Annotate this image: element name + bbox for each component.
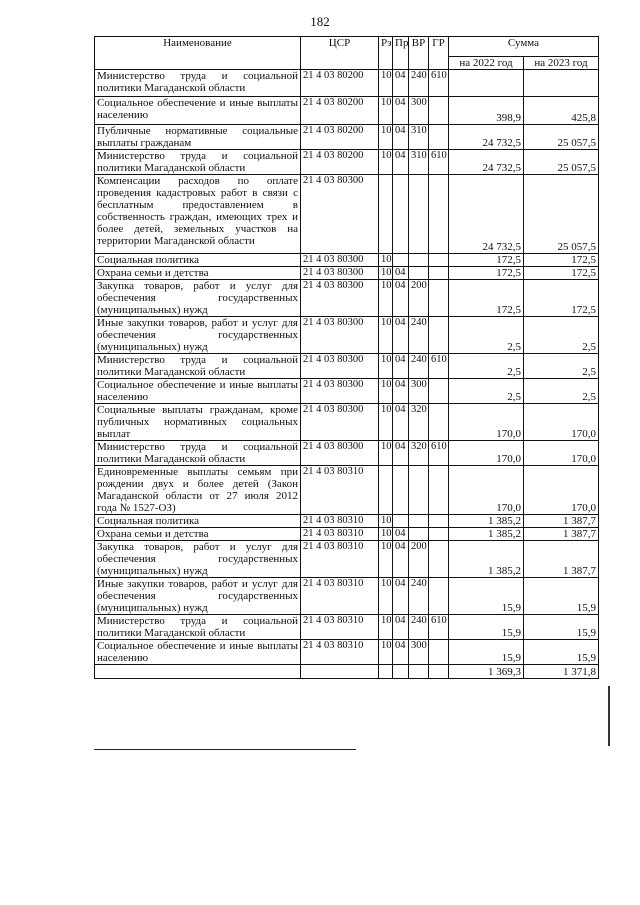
table-row	[95, 150, 599, 175]
row-sum-2023: 15,9	[524, 615, 599, 640]
row-sum-2023: 25 057,5	[524, 175, 599, 254]
row-sum-2023: 15,9	[524, 578, 599, 615]
row-csr: 21 4 03 80300	[301, 441, 379, 466]
row-vr: 240	[409, 354, 429, 379]
table-row	[95, 175, 599, 254]
row-name: Министерство труда и социальной политики Магаданской области	[95, 354, 301, 379]
row-name: Министерство труда и социальной политики Магаданской области	[95, 441, 301, 466]
row-gr: 610	[429, 150, 449, 175]
row-sum-2022: 2,5	[449, 317, 524, 354]
header-gr: ГР	[429, 37, 449, 70]
row-gr: 610	[429, 70, 449, 97]
row-name: Иные закупки товаров, работ и услуг для обеспечения государственных (муниципальных) нужд	[95, 317, 301, 354]
row-sum-2022: 398,9	[449, 97, 524, 125]
row-sum-2022: 1 385,2	[449, 515, 524, 528]
table-row	[95, 379, 599, 404]
row-csr: 21 4 03 80300	[301, 354, 379, 379]
row-name: Компенсации расходов по оплате проведения кадастровых работ в связи с бесплатным предоставлением в собственность граждан, имеющих трех и более детей, земельных участков на территории Магаданской области	[95, 175, 301, 254]
row-sum-2023: 170,0	[524, 404, 599, 441]
row-sum-2023: 172,5	[524, 254, 599, 267]
row-gr	[429, 280, 449, 317]
row-sum-2022: 170,0	[449, 441, 524, 466]
row-sum-2022: 2,5	[449, 354, 524, 379]
row-pr: 04	[393, 354, 409, 379]
row-sum-2022: 1 385,2	[449, 528, 524, 541]
table-row	[95, 254, 599, 267]
row-name: Министерство труда и социальной политики Магаданской области	[95, 150, 301, 175]
row-pr: 04	[393, 578, 409, 615]
row-gr	[429, 541, 449, 578]
row-sum-2022: 15,9	[449, 615, 524, 640]
row-vr	[409, 515, 429, 528]
row-vr: 240	[409, 317, 429, 354]
header-csr: ЦСР	[301, 37, 379, 70]
row-sum-2023: 2,5	[524, 317, 599, 354]
row-pr: 04	[393, 615, 409, 640]
row-vr: 200	[409, 541, 429, 578]
row-name: Иные закупки товаров, работ и услуг для обеспечения государственных (муниципальных) нужд	[95, 578, 301, 615]
row-gr	[429, 528, 449, 541]
row-sum-2022: 170,0	[449, 466, 524, 515]
row-gr	[429, 175, 449, 254]
row-sum-2023: 170,0	[524, 441, 599, 466]
row-rz: 10	[379, 379, 393, 404]
row-vr: 310	[409, 150, 429, 175]
row-rz	[379, 665, 393, 679]
row-rz: 10	[379, 267, 393, 280]
row-sum-2023: 2,5	[524, 379, 599, 404]
row-vr: 240	[409, 70, 429, 97]
row-pr: 04	[393, 528, 409, 541]
row-csr: 21 4 03 80310	[301, 541, 379, 578]
row-sum-2022: 24 732,5	[449, 125, 524, 150]
row-csr	[301, 665, 379, 679]
row-sum-2022: 172,5	[449, 267, 524, 280]
row-gr: 610	[429, 615, 449, 640]
table-row	[95, 280, 599, 317]
row-vr: 320	[409, 441, 429, 466]
row-sum-2022: 1 369,3	[449, 665, 524, 679]
row-name	[95, 665, 301, 679]
row-sum-2023: 1 387,7	[524, 528, 599, 541]
row-csr: 21 4 03 80310	[301, 615, 379, 640]
row-vr: 240	[409, 578, 429, 615]
row-vr	[409, 175, 429, 254]
row-vr	[409, 528, 429, 541]
row-pr	[393, 175, 409, 254]
row-csr: 21 4 03 80300	[301, 317, 379, 354]
row-rz: 10	[379, 404, 393, 441]
row-gr	[429, 665, 449, 679]
table-row	[95, 441, 599, 466]
row-sum-2023: 425,8	[524, 97, 599, 125]
row-pr	[393, 515, 409, 528]
row-sum-2022: 2,5	[449, 379, 524, 404]
table-row	[95, 70, 599, 97]
row-sum-2022: 15,9	[449, 578, 524, 615]
row-sum-2022: 172,5	[449, 254, 524, 267]
row-pr: 04	[393, 541, 409, 578]
row-gr	[429, 640, 449, 665]
row-vr: 300	[409, 97, 429, 125]
row-gr	[429, 404, 449, 441]
row-name: Социальное обеспечение и иные выплаты населению	[95, 97, 301, 125]
row-pr: 04	[393, 404, 409, 441]
table-row	[95, 640, 599, 665]
row-gr	[429, 97, 449, 125]
row-sum-2023: 172,5	[524, 267, 599, 280]
table-row	[95, 541, 599, 578]
header-year-2022: на 2022 год	[449, 57, 524, 70]
budget-table	[94, 36, 599, 679]
row-sum-2022: 24 732,5	[449, 150, 524, 175]
header-pr: Пр	[393, 37, 409, 70]
row-pr: 04	[393, 70, 409, 97]
row-csr: 21 4 03 80300	[301, 254, 379, 267]
row-csr: 21 4 03 80310	[301, 466, 379, 515]
row-csr: 21 4 03 80300	[301, 404, 379, 441]
row-pr: 04	[393, 97, 409, 125]
row-vr: 200	[409, 280, 429, 317]
row-rz: 10	[379, 578, 393, 615]
row-sum-2022	[449, 70, 524, 97]
row-name: Социальное обеспечение и иные выплаты населению	[95, 379, 301, 404]
row-rz: 10	[379, 280, 393, 317]
row-vr	[409, 267, 429, 280]
row-csr: 21 4 03 80300	[301, 280, 379, 317]
row-vr: 240	[409, 615, 429, 640]
row-name: Министерство труда и социальной политики Магаданской области	[95, 70, 301, 97]
row-rz: 10	[379, 441, 393, 466]
row-rz: 10	[379, 150, 393, 175]
row-gr	[429, 254, 449, 267]
row-vr: 300	[409, 379, 429, 404]
edge-mark	[608, 686, 610, 746]
table-row	[95, 528, 599, 541]
row-sum-2023: 15,9	[524, 640, 599, 665]
row-vr	[409, 665, 429, 679]
row-pr: 04	[393, 280, 409, 317]
row-vr	[409, 466, 429, 515]
row-csr: 21 4 03 80300	[301, 379, 379, 404]
row-sum-2023: 1 371,8	[524, 665, 599, 679]
row-name: Министерство труда и социальной политики Магаданской области	[95, 615, 301, 640]
table-row	[95, 578, 599, 615]
row-name: Публичные нормативные социальные выплаты гражданам	[95, 125, 301, 150]
row-csr: 21 4 03 80300	[301, 267, 379, 280]
table-row	[95, 317, 599, 354]
table-row	[95, 97, 599, 125]
row-pr: 04	[393, 441, 409, 466]
row-rz: 10	[379, 528, 393, 541]
row-csr: 21 4 03 80310	[301, 528, 379, 541]
row-rz: 10	[379, 615, 393, 640]
row-name: Социальная политика	[95, 515, 301, 528]
row-gr: 610	[429, 441, 449, 466]
row-gr	[429, 125, 449, 150]
row-name: Социальная политика	[95, 254, 301, 267]
row-sum-2023: 25 057,5	[524, 125, 599, 150]
row-pr: 04	[393, 150, 409, 175]
row-csr: 21 4 03 80300	[301, 175, 379, 254]
row-pr	[393, 254, 409, 267]
table-row	[95, 466, 599, 515]
row-rz: 10	[379, 254, 393, 267]
row-sum-2023	[524, 70, 599, 97]
row-vr	[409, 254, 429, 267]
row-gr	[429, 466, 449, 515]
row-pr: 04	[393, 379, 409, 404]
row-pr: 04	[393, 125, 409, 150]
row-rz: 10	[379, 97, 393, 125]
header-rz: Рз	[379, 37, 393, 70]
header-vr: ВР	[409, 37, 429, 70]
table-row	[95, 615, 599, 640]
row-csr: 21 4 03 80310	[301, 578, 379, 615]
row-sum-2022: 172,5	[449, 280, 524, 317]
row-sum-2023: 1 387,7	[524, 515, 599, 528]
row-rz	[379, 466, 393, 515]
row-name: Социальные выплаты гражданам, кроме публичных нормативных социальных выплат	[95, 404, 301, 441]
row-csr: 21 4 03 80200	[301, 150, 379, 175]
row-pr: 04	[393, 640, 409, 665]
row-name: Закупка товаров, работ и услуг для обеспечения государственных (муниципальных) нужд	[95, 280, 301, 317]
bottom-rule	[94, 749, 356, 750]
row-sum-2022: 1 385,2	[449, 541, 524, 578]
row-sum-2023: 1 387,7	[524, 541, 599, 578]
row-sum-2023: 2,5	[524, 354, 599, 379]
row-rz: 10	[379, 317, 393, 354]
row-sum-2023: 172,5	[524, 280, 599, 317]
row-sum-2022: 24 732,5	[449, 175, 524, 254]
row-rz: 10	[379, 541, 393, 578]
table-row	[95, 404, 599, 441]
row-csr: 21 4 03 80200	[301, 70, 379, 97]
page-number: 182	[310, 14, 330, 29]
row-name: Единовременные выплаты семьям при рождении двух и более детей (Закон Магаданской области от 27 июля 2012 года № 1527-ОЗ)	[95, 466, 301, 515]
table-body	[95, 70, 599, 679]
table-row	[95, 665, 599, 679]
table-row	[95, 267, 599, 280]
row-rz	[379, 175, 393, 254]
row-gr	[429, 267, 449, 280]
row-sum-2022: 170,0	[449, 404, 524, 441]
row-pr: 04	[393, 267, 409, 280]
row-pr: 04	[393, 317, 409, 354]
row-gr	[429, 379, 449, 404]
row-rz: 10	[379, 640, 393, 665]
row-name: Социальное обеспечение и иные выплаты населению	[95, 640, 301, 665]
row-pr	[393, 466, 409, 515]
row-sum-2023: 170,0	[524, 466, 599, 515]
row-csr: 21 4 03 80200	[301, 125, 379, 150]
header-sum: Сумма	[449, 37, 599, 57]
header-year-2023: на 2023 год	[524, 57, 599, 70]
row-csr: 21 4 03 80200	[301, 97, 379, 125]
row-vr: 310	[409, 125, 429, 150]
row-vr: 320	[409, 404, 429, 441]
row-gr	[429, 515, 449, 528]
row-rz: 10	[379, 70, 393, 97]
row-rz: 10	[379, 354, 393, 379]
row-rz: 10	[379, 125, 393, 150]
row-gr	[429, 317, 449, 354]
row-rz: 10	[379, 515, 393, 528]
row-sum-2022: 15,9	[449, 640, 524, 665]
row-gr: 610	[429, 354, 449, 379]
table-row	[95, 354, 599, 379]
row-csr: 21 4 03 80310	[301, 640, 379, 665]
row-csr: 21 4 03 80310	[301, 515, 379, 528]
row-pr	[393, 665, 409, 679]
row-name: Закупка товаров, работ и услуг для обеспечения государственных (муниципальных) нужд	[95, 541, 301, 578]
table-row	[95, 515, 599, 528]
row-sum-2023: 25 057,5	[524, 150, 599, 175]
row-name: Охрана семьи и детства	[95, 528, 301, 541]
row-vr: 300	[409, 640, 429, 665]
table-row	[95, 125, 599, 150]
row-name: Охрана семьи и детства	[95, 267, 301, 280]
row-gr	[429, 578, 449, 615]
header-name: Наименование	[95, 37, 301, 70]
